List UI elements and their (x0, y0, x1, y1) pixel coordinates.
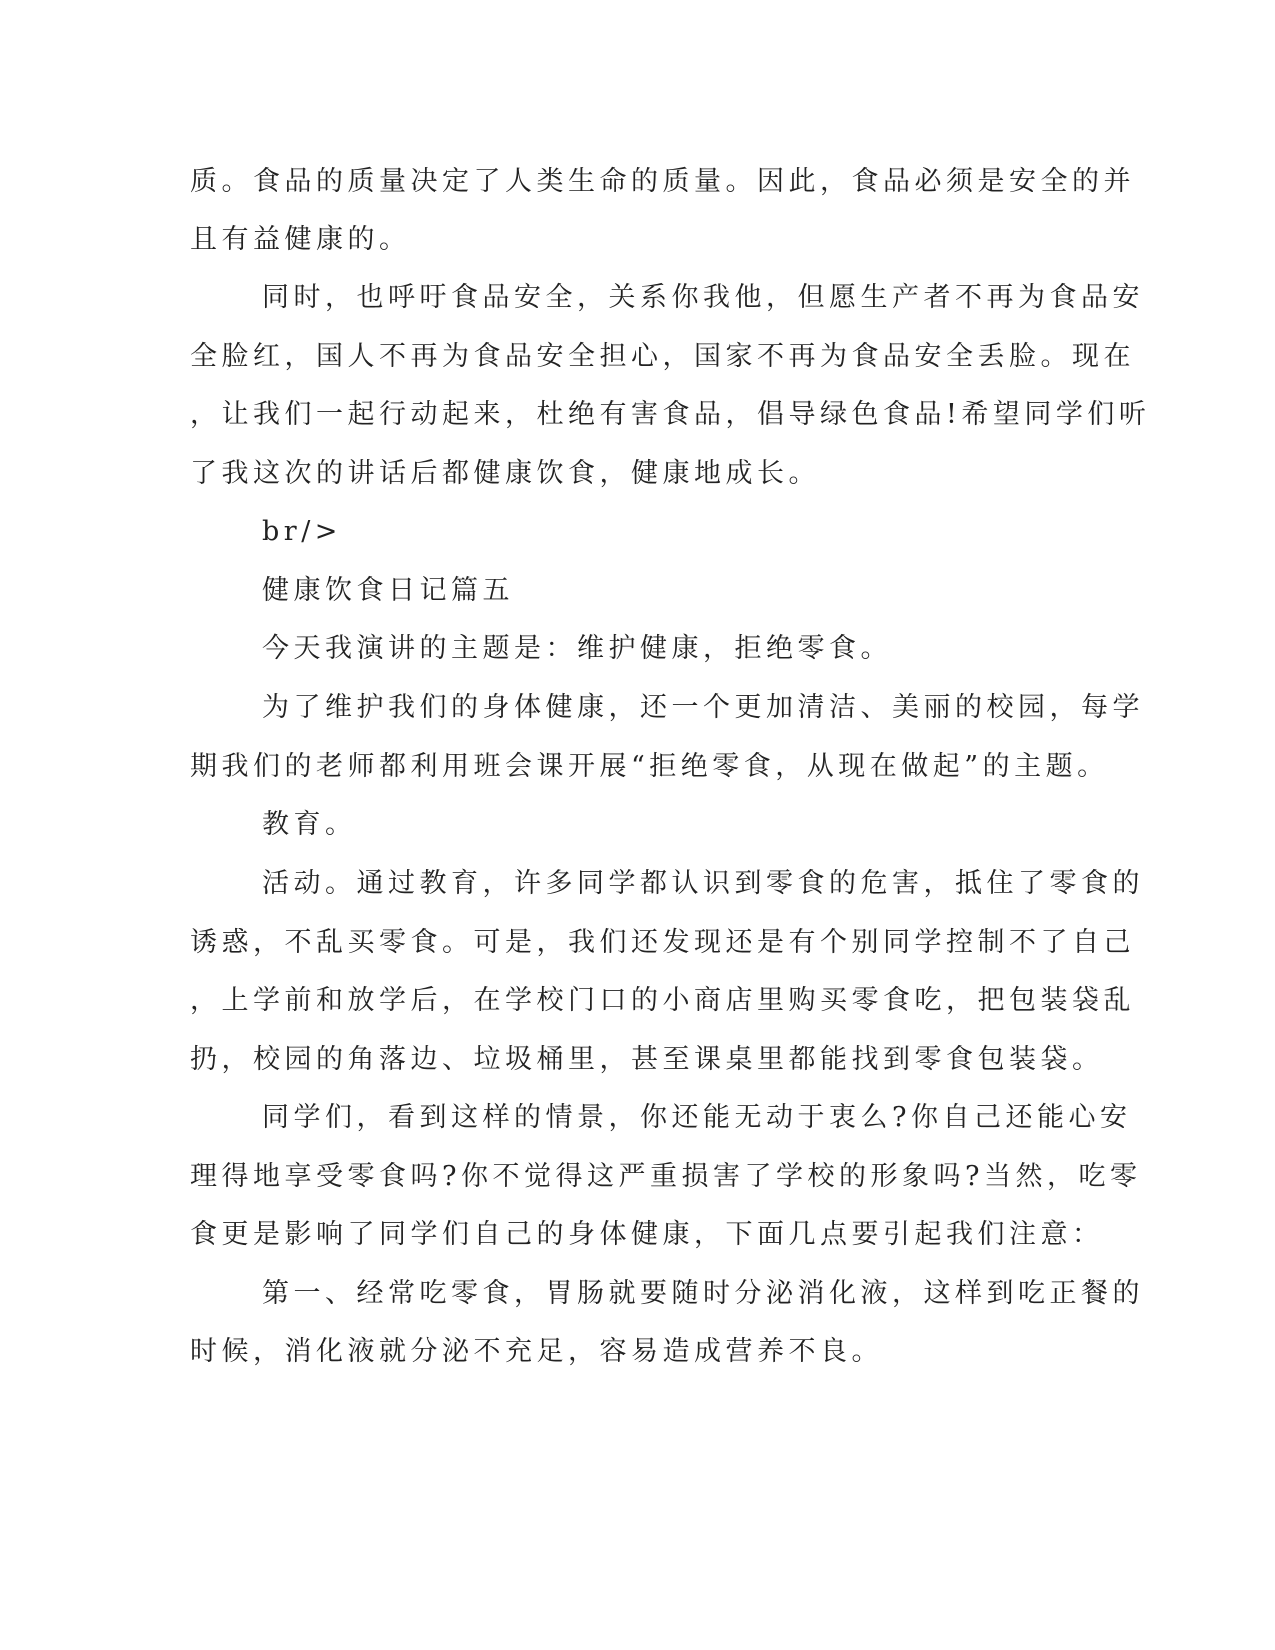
paragraph-line: 质。食品的质量决定了人类生命的质量。因此，食品必须是安全的并 (190, 166, 1135, 197)
paragraph-line: ，让我们一起行动起来，杜绝有害食品，倡导绿色食品!希望同学们听 (190, 399, 1151, 430)
paragraph-line: 理得地享受零食吗?你不觉得这严重损害了学校的形象吗?当然，吃零 (190, 1161, 1142, 1192)
paragraph-line: 第一、经常吃零食，胃肠就要随时分泌消化液，这样到吃正餐的 (262, 1278, 1144, 1309)
paragraph-line: 食更是影响了同学们自己的身体健康，下面几点要引起我们注意： (190, 1219, 1104, 1250)
paragraph-line: 时候，消化液就分泌不充足，容易造成营养不良。 (190, 1336, 883, 1367)
paragraph-line: 教育。 (262, 809, 357, 840)
paragraph-line: 且有益健康的。 (190, 224, 411, 255)
paragraph-line: 同时，也呼吁食品安全，关系你我他，但愿生产者不再为食品安 (262, 282, 1144, 313)
paragraph-line: 了我这次的讲话后都健康饮食，健康地成长。 (190, 458, 820, 489)
paragraph-line: 今天我演讲的主题是：维护健康，拒绝零食。 (262, 633, 892, 664)
paragraph-line: 为了维护我们的身体健康，还一个更加清洁、美丽的校园，每学 (262, 692, 1144, 723)
paragraph-line: 同学们，看到这样的情景，你还能无动于衷么?你自己还能心安 (262, 1102, 1132, 1133)
stray-markup-text: br/> (262, 516, 342, 547)
paragraph-line: 扔，校园的角落边、垃圾桶里，甚至课桌里都能找到零食包装袋。 (190, 1044, 1104, 1075)
paragraph-line: 期我们的老师都利用班会课开展“拒绝零食，从现在做起”的主题。 (190, 751, 1109, 782)
section-heading: 健康饮食日记篇五 (262, 575, 514, 606)
paragraph-line: 全脸红，国人不再为食品安全担心，国家不再为食品安全丢脸。现在 (190, 341, 1135, 372)
paragraph-line: ，上学前和放学后，在学校门口的小商店里购买零食吃，把包装袋乱 (190, 985, 1135, 1016)
paragraph-line: 活动。通过教育，许多同学都认识到零食的危害，抵住了零食的 (262, 868, 1144, 899)
paragraph-line: 诱惑，不乱买零食。可是，我们还发现还是有个别同学控制不了自己 (190, 927, 1135, 958)
